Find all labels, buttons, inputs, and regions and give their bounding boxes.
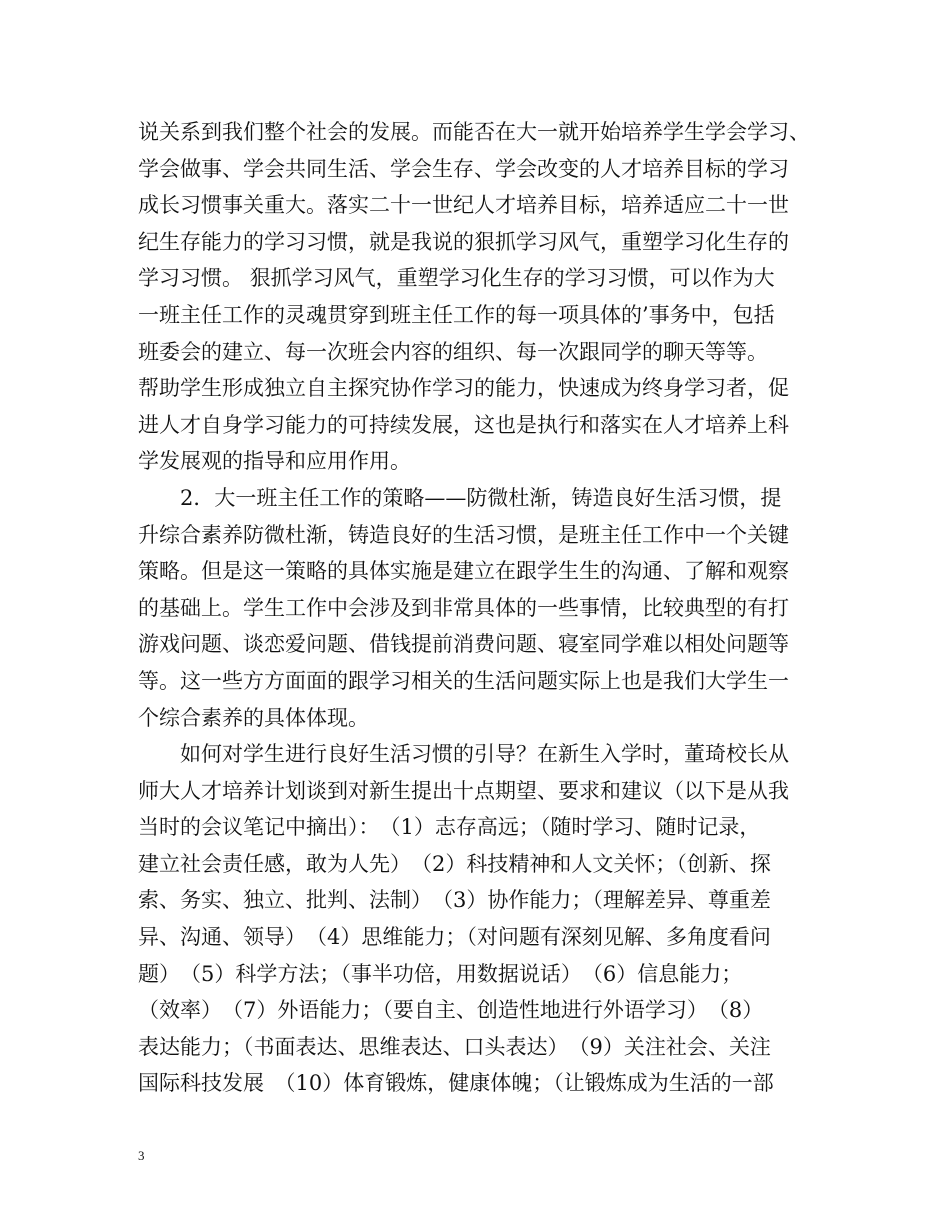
text-line: 如何对学生进行良好生活习惯的引导？在新生入学时，董琦校长从	[138, 742, 789, 767]
text-line: 题） （5）科学方法；（事半功倍，用数据说话） （6）信息能力；	[138, 961, 743, 986]
text-line: 成长习惯事关重大。落实二十一世纪人才培养目标，培养适应二十一世	[138, 193, 789, 218]
text-line: 当时的会议笔记中摘出）： （1）志存高远；（随时学习、随时记录，	[138, 815, 761, 840]
text-line: 纪生存能力的学习习惯，就是我说的狠抓学习风气，重塑学习化生存的	[138, 229, 789, 254]
text-line: 班委会的建立、每一次班会内容的组织、每一次跟同学的聊天等等。	[138, 339, 768, 364]
text-line: 异、沟通、领导） （4）思维能力；（对问题有深刻见解、多角度看问	[138, 925, 771, 950]
text-line: 一班主任工作的灵魂贯穿到班主任工作的每一项具体的’事务中，包括	[138, 302, 775, 327]
text-line: 2．大一班主任工作的策略——防微杜渐，铸造良好生活习惯，提	[138, 485, 782, 510]
text-line: 升综合素养防微杜渐，铸造良好的生活习惯，是班主任工作中一个关键	[138, 522, 789, 547]
page-number: 3	[138, 1148, 145, 1163]
text-line: 等。这一些方方面面的跟学习相关的生活问题实际上也是我们大学生一	[138, 668, 789, 693]
text-line: 帮助学生形成独立自主探究协作学习的能力，快速成为终身学习者，促	[138, 376, 789, 401]
text-line: 学会做事、学会共同生活、学会生存、学会改变的人才培养目标的学习	[138, 156, 789, 181]
text-line: 学习习惯。 狠抓学习风气，重塑学习化生存的学习习惯，可以作为大	[138, 266, 775, 291]
text-line: 索、务实、独立、批判、法制） （3）协作能力；（理解差异、尊重差	[138, 888, 771, 913]
text-line: 策略。但是这一策略的具体实施是建立在跟学生生的沟通、了解和观察	[138, 559, 789, 584]
text-line: 学发展观的指导和应用作用。	[138, 449, 411, 474]
text-line: 的基础上。学生工作中会涉及到非常具体的一些事情，比较典型的有打	[138, 595, 789, 620]
text-line: 进人才自身学习能力的可持续发展，这也是执行和落实在人才培养上科	[138, 412, 789, 437]
text-line: 师大人才培养计划谈到对新生提出十点期望、要求和建议（以下是从我	[138, 778, 789, 803]
text-line: （效率） （7）外语能力；（要自主、创造性地进行外语学习） （8）	[138, 998, 764, 1023]
text-line: 表达能力；（书面表达、思维表达、口头表达） （9）关注社会、关注	[138, 1034, 771, 1059]
body-text	[138, 114, 828, 1102]
text-line: 说关系到我们整个社会的发展。而能否在大一就开始培养学生学会学习、	[138, 120, 810, 144]
text-line: 国际科技发展 （10）体育锻炼，健康体魄；（让锻炼成为生活的一部	[138, 1071, 774, 1096]
text-line: 建立社会责任感，敢为人先） （2）科技精神和人文关怀；（创新、探	[138, 851, 771, 876]
text-line: 游戏问题、谈恋爱问题、借钱提前消费问题、寝室同学难以相处问题等	[138, 632, 789, 657]
text-line: 个综合素养的具体体现。	[138, 705, 369, 730]
